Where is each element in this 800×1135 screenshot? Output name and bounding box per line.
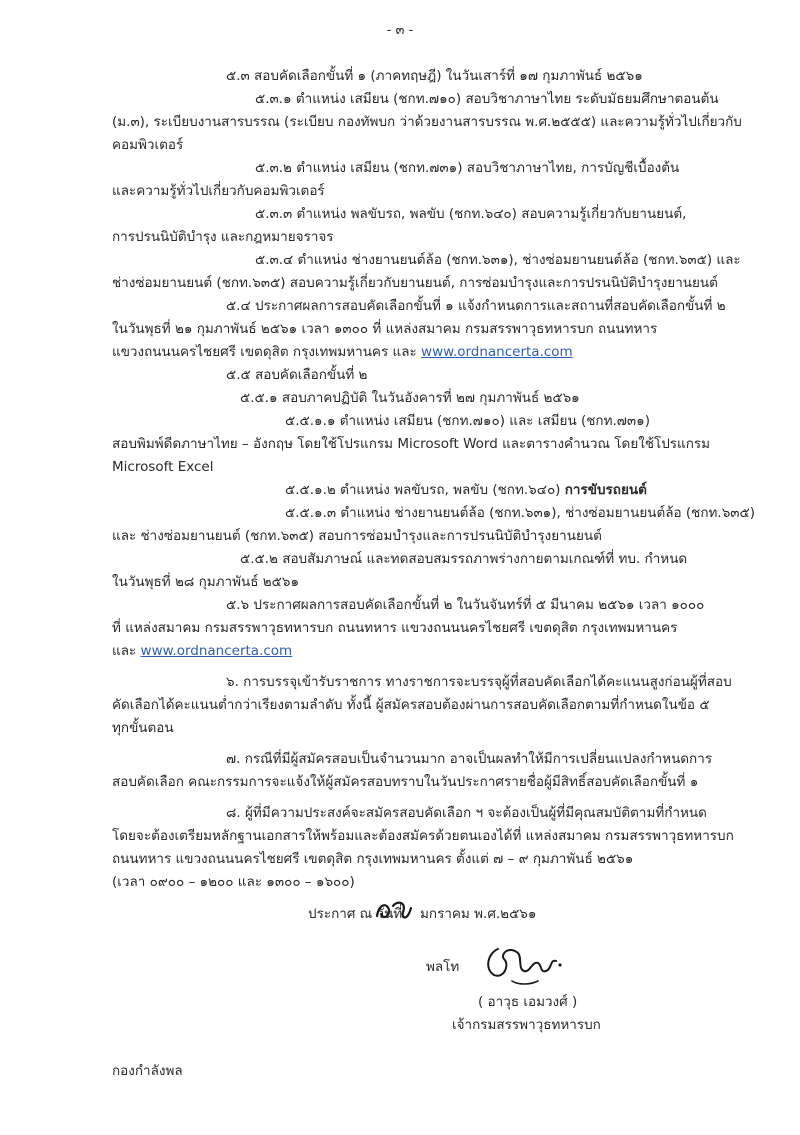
text-line: และความรู้ทั่วไปเกี่ยวกับคอมพิวเตอร์ bbox=[112, 183, 325, 199]
signatory-name: ( อาวุธ เอมวงศ์ ) bbox=[478, 994, 578, 1010]
text-line: (เวลา ๐๙๐๐ – ๑๒๐๐ และ ๑๓๐๐ – ๑๖๐๐) bbox=[112, 874, 355, 890]
text-line: ๕.๕.๑.๒ ตำแหน่ง พลขับรถ, พลขับ (ชกท.๖๔๐) bbox=[285, 482, 565, 498]
announce-prefix: ประกาศ ณ วันที่ bbox=[308, 906, 403, 922]
clause-5-5-1-3: ๕.๕.๑.๓ ตำแหน่ง ช่างยานยนต์ล้อ (ชกท.๖๓๑), ช่างซ่อมยานยนต์ล้อ (ชกท.๖๓๕) bbox=[285, 505, 755, 521]
text-line: ถนนทหาร แขวงถนนนครไชยศรี เขตดุสิต กรุงเทพมหานคร ตั้งแต่ ๗ – ๙ กุมภาพันธ์ ๒๕๖๑ bbox=[112, 851, 634, 867]
clause-5-6: ๕.๖ ประกาศผลการสอบคัดเลือกขั้นที่ ๒ ในวันจันทร์ที่ ๕ มีนาคม ๒๕๖๑ เวลา ๑๐๐๐ bbox=[226, 597, 705, 613]
clause-5-3-2: ๕.๓.๒ ตำแหน่ง เสมียน (ชกท.๗๓๑) สอบวิชาภาษาไทย, การบัญชีเบื้องต้น bbox=[255, 160, 680, 176]
clause-5-4: ๕.๔ ประกาศผลการสอบคัดเลือกขั้นที่ ๑ แจ้งกำหนดการและสถานที่สอบคัดเลือกขั้นที่ ๒ bbox=[226, 298, 726, 314]
text-line: ที่ แหล่งสมาคม กรมสรรพาวุธทหารบก ถนนทหาร แขวงถนนนครไชยศรี เขตดุสิต กรุงเทพมหานคร bbox=[112, 620, 678, 636]
clause-5-3-4: ๕.๓.๔ ตำแหน่ง ช่างยานยนต์ล้อ (ชกท.๖๓๑), ช่างซ่อมยานยนต์ล้อ (ชกท.๖๓๕) และ bbox=[255, 252, 741, 268]
page-number: - ๓ - bbox=[386, 23, 414, 38]
text-line: สอบคัดเลือก คณะกรรมการจะแจ้งให้ผู้สมัครสอบทราบในวันประกาศรายชื่อผู้มีสิทธิ์สอบคัดเลือกขั้นที่ ๑ bbox=[112, 774, 699, 790]
clause-5-5: ๕.๕ สอบคัดเลือกขั้นที่ ๒ bbox=[226, 367, 368, 383]
handwritten-day-mark bbox=[373, 896, 415, 926]
footer-unit: กองกำลังพล bbox=[112, 1063, 183, 1079]
text-line: และ bbox=[112, 643, 141, 659]
clause-5-5-1: ๕.๕.๑ สอบภาคปฏิบัติ ในวันอังคารที่ ๒๗ กุมภาพันธ์ ๒๕๖๑ bbox=[240, 390, 580, 406]
text-line: คอมพิวเตอร์ bbox=[112, 137, 184, 153]
text-line: ช่างซ่อมยานยนต์ (ชกท.๖๓๕) สอบความรู้เกี่ยวกับยานยนต์, การซ่อมบำรุงและการปรนนิบัติบำรุงยานยนต์ bbox=[112, 275, 718, 291]
text-line: สอบพิมพ์ดีดภาษาไทย – อังกฤษ โดยใช้โปรแกรม Microsoft Word และตารางคำนวณ โดยใช้โปรแกรม bbox=[112, 436, 711, 452]
clause-6: ๖. การบรรจุเข้ารับราชการ ทางราชการจะบรรจุผู้ที่สอบคัดเลือกได้คะแนนสูงก่อนผู้ที่สอบ bbox=[226, 674, 732, 690]
text-line: (ม.๓), ระเบียบงานสารบรรณ (ระเบียบ กองทัพบก ว่าด้วยงานสารบรรณ พ.ศ.๒๕๕๕) และความรู้ทั่วไปเกี่ยวกับ bbox=[112, 114, 742, 130]
website-link[interactable]: www.ordnancerta.com bbox=[140, 643, 293, 659]
announce-suffix: มกราคม พ.ศ.๒๕๖๑ bbox=[420, 906, 537, 922]
signature-rank: พลโท bbox=[426, 959, 460, 975]
text-line: Microsoft Excel bbox=[112, 459, 214, 475]
text-line: ในวันพุธที่ ๒๑ กุมภาพันธ์ ๒๕๖๑ เวลา ๑๓๐๐ ที่ แหล่งสมาคม กรมสรรพาวุธทหารบก ถนนทหาร bbox=[112, 321, 658, 337]
website-link[interactable]: www.ordnancerta.com bbox=[421, 344, 573, 360]
clause-5-5-1-1: ๕.๕.๑.๑ ตำแหน่ง เสมียน (ชกท.๗๑๐) และ เสมียน (ชกท.๗๓๑) bbox=[285, 413, 651, 429]
text-line: ทุกขั้นตอน bbox=[112, 720, 174, 736]
text-line: แขวงถนนนครไชยศรี เขตดุสิต กรุงเทพมหานคร และ bbox=[112, 344, 422, 360]
text-line: การปรนนิบัติบำรุง และกฎหมายจราจร bbox=[112, 229, 334, 245]
clause-5-3-1: ๕.๓.๑ ตำแหน่ง เสมียน (ชกท.๗๑๐) สอบวิชาภาษาไทย ระดับมัธยมศึกษาตอนต้น bbox=[255, 91, 719, 107]
text-line: คัดเลือกได้คะแนนต่ำกว่าเรียงตามลำดับ ทั้งนี้ ผู้สมัครสอบต้องผ่านการสอบคัดเลือกตามที่กำหนดในข้อ ๕ bbox=[112, 697, 710, 713]
clause-5-5-1-2 bbox=[285, 481, 647, 499]
signatory-position: เจ้ากรมสรรพาวุธทหารบก bbox=[452, 1017, 601, 1033]
text-line: โดยจะต้องเตรียมหลักฐานเอกสารให้พร้อมและต้องสมัครด้วยตนเองได้ที่ แหล่งสมาคม กรมสรรพาวุธทหารบก bbox=[112, 828, 734, 844]
text-line: และ ช่างซ่อมยานยนต์ (ชกท.๖๓๕) สอบการซ่อมบำรุงและการปรนนิบัติบำรุงยานยนต์ bbox=[112, 528, 602, 544]
clause-5-3: ๕.๓ สอบคัดเลือกขั้นที่ ๑ (ภาคทฤษฎี) ในวันเสาร์ที่ ๑๗ กุมภาพันธ์ ๒๕๖๑ bbox=[226, 68, 643, 84]
clause-7: ๗. กรณีที่มีผู้สมัครสอบเป็นจำนวนมาก อาจเป็นผลทำให้มีการเปลี่ยนแปลงกำหนดการ bbox=[226, 751, 713, 767]
text-line-with-link bbox=[112, 642, 292, 660]
clause-5-5-2: ๕.๕.๒ สอบสัมภาษณ์ และทดสอบสมรรถภาพร่างกายตามเกณฑ์ที่ ทบ. กำหนด bbox=[240, 551, 688, 567]
text-line: ในวันพุธที่ ๒๘ กุมภาพันธ์ ๒๕๖๑ bbox=[112, 574, 300, 590]
driving-test-label: การขับรถยนต์ bbox=[564, 482, 647, 498]
clause-8: ๘. ผู้ที่มีความประสงค์จะสมัครสอบคัดเลือก ฯ จะต้องเป็นผู้ที่มีคุณสมบัติตามที่กำหนด bbox=[226, 805, 707, 821]
clause-5-3-3: ๕.๓.๓ ตำแหน่ง พลขับรถ, พลขับ (ชกท.๖๔๐) สอบความรู้เกี่ยวกับยานยนต์, bbox=[255, 206, 687, 222]
signature-image bbox=[478, 935, 578, 993]
text-line-with-link bbox=[112, 343, 573, 361]
